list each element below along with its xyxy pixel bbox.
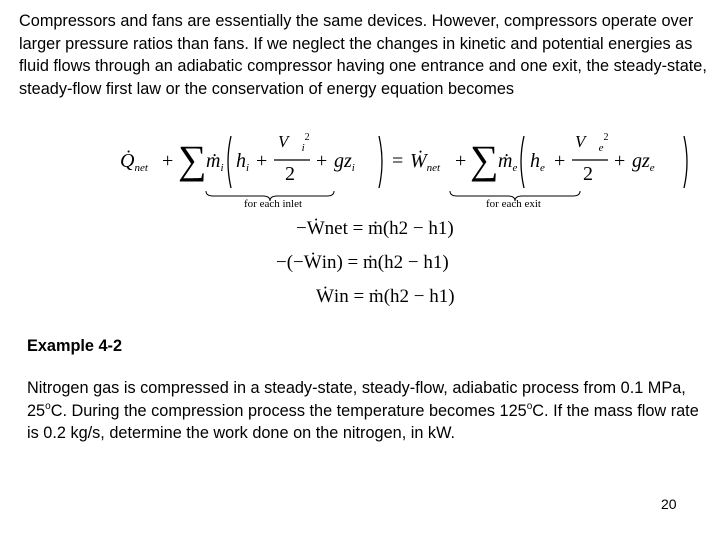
equation-line-2: −Ẇnet = ṁ(h2 − h1) — [296, 218, 454, 239]
sum-symbol-inlet: ∑ — [178, 137, 207, 182]
velocity-inlet: $V⃗_i^2$ — [278, 132, 310, 154]
velocity-exit: $V⃗_e^2$ — [575, 132, 609, 154]
sum-symbol-exit: ∑ — [470, 137, 499, 182]
page-number: 20 — [661, 496, 677, 512]
equation-line-3: −(−Ẇin) = ṁ(h2 − h1) — [276, 252, 449, 273]
equation-line-4: Ẇin = ṁ(h2 − h1) — [316, 286, 455, 307]
exit-brace-label: for each exit — [486, 198, 541, 210]
example-title: Example 4-2 — [27, 337, 123, 355]
q-dot-net-term: $Q̇_{net}$ — [120, 150, 148, 174]
intro-paragraph: Compressors and fans are essentially the same devices. However, compressors operate over larger pressure ratios than fans. If we neglect the changes in kinetic and potential energies as fluid flows through an adiabatic compressor having one entrance and one exit, the steady-state, steady-flow first law or the conservation of energy equation becomes — [19, 12, 707, 98]
energy-balance-equation: $Q̇_{net}$ + ∑ $ṁ_i$ $h_i$ + $V⃗_i^2$ 2 + $gz_i$ = $Ẇ_{net}$ + ∑ $ṁ_e$ $h_e$ + $V⃗_e^2$ 2 + $gz_e$ — [120, 126, 590, 214]
inlet-brace-label: for each inlet — [244, 198, 303, 210]
w-dot-net-term: $Ẇ_{net}$ — [410, 150, 441, 174]
example-problem-text: Nitrogen gas is compressed in a steady-state, steady-flow, adiabatic process from 0.1 MPa, 25$^o$C. During the compression process the temperature becomes 125$^o$C. If the mass flow rate is 0.2 kg/s, determine the work done on the nitrogen, in kW. — [27, 379, 699, 443]
